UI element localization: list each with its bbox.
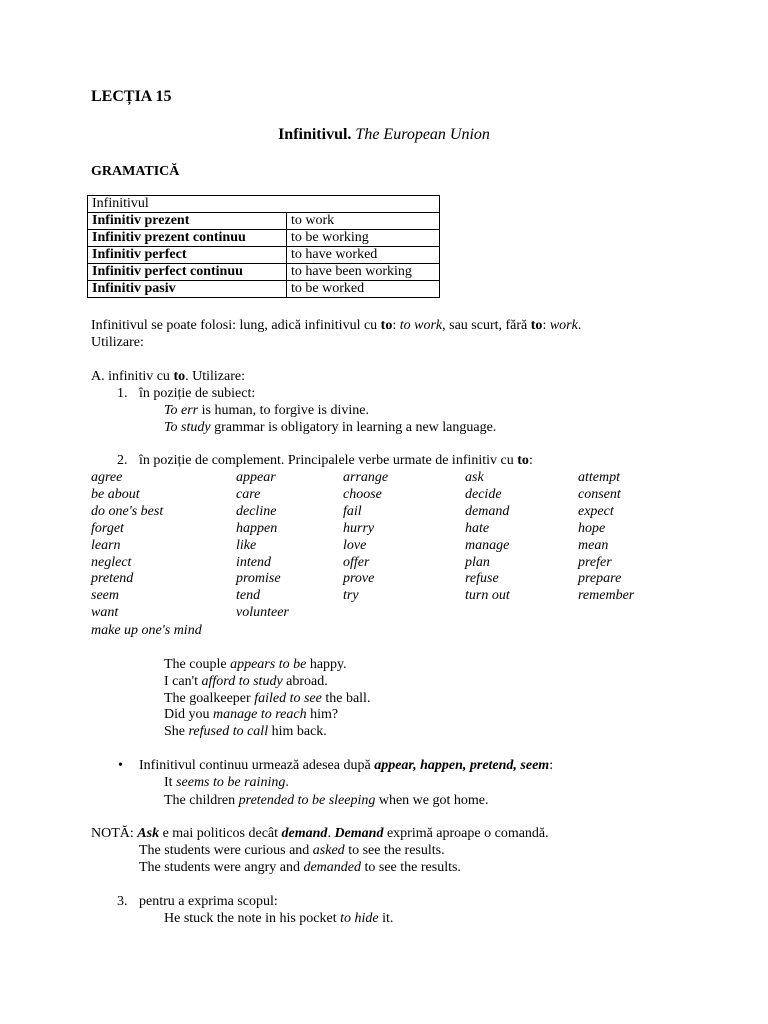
- note-label: NOTĂ:: [91, 826, 138, 841]
- intro-to: to: [530, 318, 543, 333]
- example-italic: To err: [164, 403, 199, 418]
- example-text: The children: [164, 793, 239, 808]
- verb-cell: prefer: [578, 555, 612, 570]
- example-text: The students were angry and: [139, 860, 304, 875]
- example-italic: appears to be: [230, 657, 307, 672]
- note-text: .: [327, 826, 335, 841]
- table-cell-form: Infinitiv prezent continuu: [88, 230, 287, 247]
- example-text: grammar is obligatory in learning a new language.: [210, 420, 497, 435]
- verb-cell: like: [236, 538, 257, 553]
- intro-to: to: [380, 318, 393, 333]
- table-header-row: [88, 196, 440, 213]
- item-2-label: [139, 452, 533, 469]
- intro-text: .: [577, 318, 582, 333]
- verb-cell: refuse: [465, 571, 499, 586]
- grammar-heading: GRAMATICĂ: [91, 164, 180, 179]
- note-example: [139, 842, 445, 859]
- verb-cell: seem: [91, 588, 119, 603]
- table-cell-example: to be working: [287, 230, 440, 247]
- example-text: The couple: [164, 657, 231, 672]
- example-italic: seems to be raining: [176, 775, 286, 790]
- verb-cell: fail: [343, 504, 362, 519]
- example-text: Did you: [164, 707, 213, 722]
- bullet-verbs: appear, happen, pretend, seem: [374, 758, 550, 773]
- table-row: [88, 264, 440, 281]
- note-demand: Demand: [334, 826, 384, 841]
- verb-cell: promise: [236, 571, 281, 586]
- verb-cell: want: [91, 605, 119, 620]
- table-row: [88, 213, 440, 230]
- verb-cell: turn out: [465, 588, 510, 603]
- example-italic: refused to call: [188, 724, 269, 739]
- example-text: him back.: [268, 724, 327, 739]
- table-cell-example: to work: [287, 213, 440, 230]
- document-title-subtitle: The European Union: [355, 126, 490, 143]
- verb-cell: remember: [578, 588, 635, 603]
- verb-cell: choose: [343, 487, 382, 502]
- item-2-text: :: [528, 453, 533, 468]
- verb-cell: tend: [236, 588, 261, 603]
- verb-cell: love: [343, 538, 367, 553]
- table-row: [88, 230, 440, 247]
- verb-cell: manage: [465, 538, 510, 553]
- item-3-label: pentru a exprima scopul:: [139, 894, 278, 909]
- note-demand: demand: [281, 826, 328, 841]
- table-header-cell: Infinitivul: [88, 196, 440, 213]
- example-sentence: [164, 690, 370, 707]
- intro-text: :: [392, 318, 400, 333]
- verb-cell: mean: [578, 538, 609, 553]
- example-text: happy.: [306, 657, 347, 672]
- table-row: [88, 281, 440, 298]
- verb-cell: care: [236, 487, 261, 502]
- verb-cell: prepare: [578, 571, 622, 586]
- example-italic: To study: [164, 420, 211, 435]
- verb-cell: agree: [91, 470, 123, 485]
- example-text: to see the results.: [344, 843, 445, 858]
- example-text: to see the results.: [361, 860, 461, 875]
- example-text: The students were curious and: [139, 843, 313, 858]
- item-1-example: [164, 419, 496, 436]
- note-text: e mai politicos decât: [159, 826, 282, 841]
- table-cell-form: Infinitiv perfect: [88, 247, 287, 264]
- example-sentence: [164, 706, 338, 723]
- verb-cell: appear: [236, 470, 276, 485]
- example-text: when we got home.: [375, 793, 489, 808]
- intro-example: work: [549, 318, 578, 333]
- example-italic: failed to see: [254, 691, 322, 706]
- verb-cell: arrange: [343, 470, 389, 485]
- example-italic: afford to study: [201, 674, 283, 689]
- intro-text: Infinitivul se poate folosi: lung, adică infinitivul cu: [91, 318, 381, 333]
- example-italic: demanded: [303, 860, 361, 875]
- example-text: the ball.: [321, 691, 371, 706]
- verb-cell: happen: [236, 521, 278, 536]
- example-italic: asked: [312, 843, 345, 858]
- bullet-text: [139, 757, 553, 774]
- note-example: [139, 859, 461, 876]
- verb-cell: hate: [465, 521, 490, 536]
- note-line: [91, 825, 549, 842]
- intro-paragraph: [91, 317, 677, 351]
- example-text: him?: [306, 707, 339, 722]
- example-text: .: [285, 775, 289, 790]
- example-text: I can't: [164, 674, 202, 689]
- verb-cell: make up one's mind: [91, 623, 202, 638]
- table-cell-example: to be worked: [287, 281, 440, 298]
- section-a-text: . Utilizare:: [185, 369, 245, 384]
- infinitive-table: [87, 195, 440, 298]
- example-sentence: [164, 673, 328, 690]
- intro-text: , sau scurt, fără: [442, 318, 531, 333]
- item-1-example: [164, 402, 369, 419]
- verb-cell: hurry: [343, 521, 375, 536]
- verb-cell: decline: [236, 504, 277, 519]
- table-cell-example: to have worked: [287, 247, 440, 264]
- verb-cell: prove: [343, 571, 375, 586]
- lesson-title: LECȚIA 15: [91, 88, 172, 105]
- item-2-to: to: [517, 453, 529, 468]
- item-1-number: 1.: [117, 386, 128, 401]
- verb-cell: learn: [91, 538, 121, 553]
- verb-cell: attempt: [578, 470, 620, 485]
- document-title: [0, 126, 768, 143]
- bullet-text-part: :: [549, 758, 554, 773]
- bullet-text-part: Infinitivul continuu urmează adesea după: [139, 758, 375, 773]
- example-text: it.: [378, 911, 394, 926]
- verb-cell: demand: [465, 504, 510, 519]
- example-text: She: [164, 724, 189, 739]
- example-sentence: [164, 656, 347, 673]
- verb-cell: forget: [91, 521, 124, 536]
- table-cell-form: Infinitiv perfect continuu: [88, 264, 287, 281]
- section-a-to: to: [173, 369, 186, 384]
- table-cell-form: Infinitiv prezent: [88, 213, 287, 230]
- verb-cell: be about: [91, 487, 140, 502]
- intro-text: :: [542, 318, 550, 333]
- verb-cell: consent: [578, 487, 621, 502]
- table-row: [88, 247, 440, 264]
- verb-cell: neglect: [91, 555, 132, 570]
- note-ask: Ask: [137, 826, 160, 841]
- intro-usage-label: Utilizare:: [91, 335, 144, 350]
- example-text: He stuck the note in his pocket: [164, 911, 341, 926]
- verb-cell: do one's best: [91, 504, 164, 519]
- item-3-example: [164, 910, 393, 927]
- note-text: exprimă aproape o comandă.: [383, 826, 549, 841]
- example-italic: to hide: [340, 911, 379, 926]
- example-italic: manage to reach: [213, 707, 307, 722]
- verb-cell: intend: [236, 555, 271, 570]
- table-cell-form: Infinitiv pasiv: [88, 281, 287, 298]
- example-text: abroad.: [282, 674, 328, 689]
- document-title-main: Infinitivul.: [278, 126, 352, 143]
- bullet-example: [164, 792, 489, 809]
- section-a-text: A. infinitiv cu: [91, 369, 174, 384]
- item-3-number: 3.: [117, 894, 128, 909]
- verb-cell: decide: [465, 487, 502, 502]
- verb-cell: hope: [578, 521, 606, 536]
- example-italic: pretended to be sleeping: [238, 793, 376, 808]
- table-cell-example: to have been working: [287, 264, 440, 281]
- verb-cell: try: [343, 588, 359, 603]
- intro-example: to work: [399, 318, 443, 333]
- verb-cell: offer: [343, 555, 370, 570]
- item-2-text: în poziție de complement. Principalele verbe urmate de infinitiv cu: [139, 453, 518, 468]
- example-text: The goalkeeper: [164, 691, 255, 706]
- verb-cell: volunteer: [236, 605, 289, 620]
- bullet-example: [164, 774, 289, 791]
- section-a-heading: [91, 368, 245, 385]
- example-text: It: [164, 775, 177, 790]
- verb-cell: ask: [465, 470, 484, 485]
- bullet-icon: •: [118, 758, 123, 773]
- item-1-label: în poziție de subiect:: [139, 386, 256, 401]
- verb-cell: pretend: [91, 571, 134, 586]
- example-text: is human, to forgive is divine.: [198, 403, 369, 418]
- verb-cell: expect: [578, 504, 614, 519]
- verb-cell: plan: [465, 555, 490, 570]
- item-2-number: 2.: [117, 453, 128, 468]
- example-sentence: [164, 723, 327, 740]
